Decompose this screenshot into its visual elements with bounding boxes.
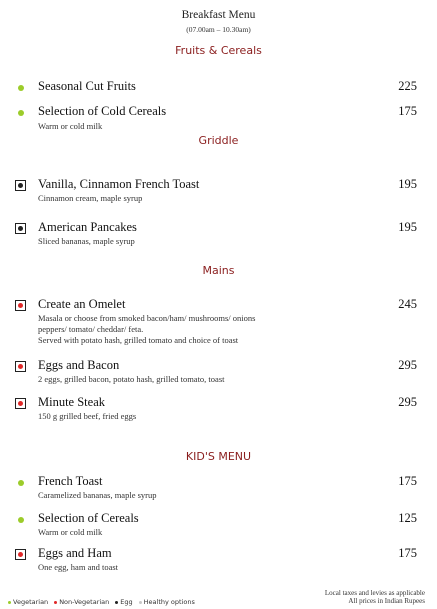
- legend-egg-label: Egg: [120, 598, 133, 606]
- item-name-selection-of-cereals: Selection of Cereals: [38, 511, 139, 525]
- item-name-eggs-and-bacon: Eggs and Bacon: [38, 358, 120, 372]
- item-name-create-omelet: Create an Omelet: [38, 297, 126, 311]
- item-desc-french-toast: Cinnamon cream, maple syrup: [38, 193, 143, 203]
- legend-vegetarian: [8, 598, 48, 606]
- section-heading-griddle: Griddle: [198, 134, 239, 147]
- section-heading-kids-menu: KID'S MENU: [185, 450, 252, 463]
- item-desc-minute-steak: 150 g grilled beef, fried eggs: [38, 411, 137, 421]
- non-vegetarian-icon: [54, 601, 57, 604]
- item-desc-omelet-line-1: Masala or choose from smoked bacon/ham/ mushrooms/ onions: [38, 313, 256, 323]
- item-price-kids-french-toast: 175: [398, 474, 417, 488]
- item-price-create-omelet: 245: [398, 297, 417, 311]
- footer-taxes-note: Local taxes and levies as applicable: [324, 589, 425, 597]
- item-desc-cold-cereals: Warm or cold milk: [38, 121, 103, 131]
- footer-currency-note: All prices in Indian Rupees: [348, 597, 425, 605]
- vegetarian-icon: [15, 107, 26, 118]
- menu-hours: (07.00am – 10.30am): [186, 25, 251, 34]
- vegetarian-icon: [8, 601, 11, 604]
- item-desc-omelet-line-2: peppers/ tomato/ cheddar/ feta.: [38, 324, 144, 334]
- item-price-french-toast: 195: [398, 177, 417, 191]
- item-desc-eggs-and-bacon: 2 eggs, grilled bacon, potato hash, grilled tomato, toast: [38, 374, 225, 384]
- vegetarian-icon: [15, 514, 26, 525]
- legend-vegetarian-label: Vegetarian: [13, 598, 49, 606]
- item-desc-eggs-and-ham: One egg, ham and toast: [38, 562, 119, 572]
- item-price-eggs-and-ham: 175: [398, 546, 417, 560]
- vegetarian-icon: [15, 82, 26, 93]
- egg-icon: [115, 601, 118, 604]
- item-price-american-pancakes: 195: [398, 220, 417, 234]
- legend-healthy-label: Healthy options: [143, 598, 195, 606]
- item-name-cold-cereals: Selection of Cold Cereals: [38, 104, 167, 118]
- item-name-american-pancakes: American Pancakes: [38, 220, 137, 234]
- item-name-kids-french-toast: French Toast: [38, 474, 103, 488]
- item-desc-selection-of-cereals: Warm or cold milk: [38, 527, 103, 537]
- legend-non-vegetarian: [54, 598, 109, 606]
- non-vegetarian-icon: [15, 549, 26, 560]
- dietary-legend: [8, 598, 195, 606]
- egg-icon: [15, 223, 26, 234]
- egg-icon: [15, 180, 26, 191]
- item-price-minute-steak: 295: [398, 395, 417, 409]
- item-name-minute-steak: Minute Steak: [38, 395, 106, 409]
- non-vegetarian-icon: [15, 300, 26, 311]
- item-desc-american-pancakes: Sliced bananas, maple syrup: [38, 236, 135, 246]
- item-desc-omelet-line-3: Served with potato hash, grilled tomato and choice of toast: [38, 335, 239, 345]
- item-price-eggs-and-bacon: 295: [398, 358, 417, 372]
- legend-non-vegetarian-label: Non-Vegetarian: [59, 598, 110, 606]
- item-price-selection-of-cereals: 125: [398, 511, 417, 525]
- section-heading-mains: Mains: [202, 264, 235, 277]
- vegetarian-icon: [15, 477, 26, 488]
- legend-egg: [115, 598, 132, 606]
- legend-healthy: [139, 598, 195, 606]
- section-heading-fruits-cereals: Fruits & Cereals: [175, 44, 262, 57]
- non-vegetarian-icon: [15, 361, 26, 372]
- non-vegetarian-icon: [15, 398, 26, 409]
- menu-title: Breakfast Menu: [181, 9, 256, 21]
- item-price-cold-cereals: 175: [398, 104, 417, 118]
- item-name-seasonal-cut-fruits: Seasonal Cut Fruits: [38, 79, 136, 93]
- healthy-icon: [139, 601, 142, 604]
- item-name-eggs-and-ham: Eggs and Ham: [38, 546, 112, 560]
- item-name-french-toast: Vanilla, Cinnamon French Toast: [38, 177, 200, 191]
- item-desc-kids-french-toast: Caramelized bananas, maple syrup: [38, 490, 157, 500]
- item-price-seasonal-cut-fruits: 225: [398, 79, 417, 93]
